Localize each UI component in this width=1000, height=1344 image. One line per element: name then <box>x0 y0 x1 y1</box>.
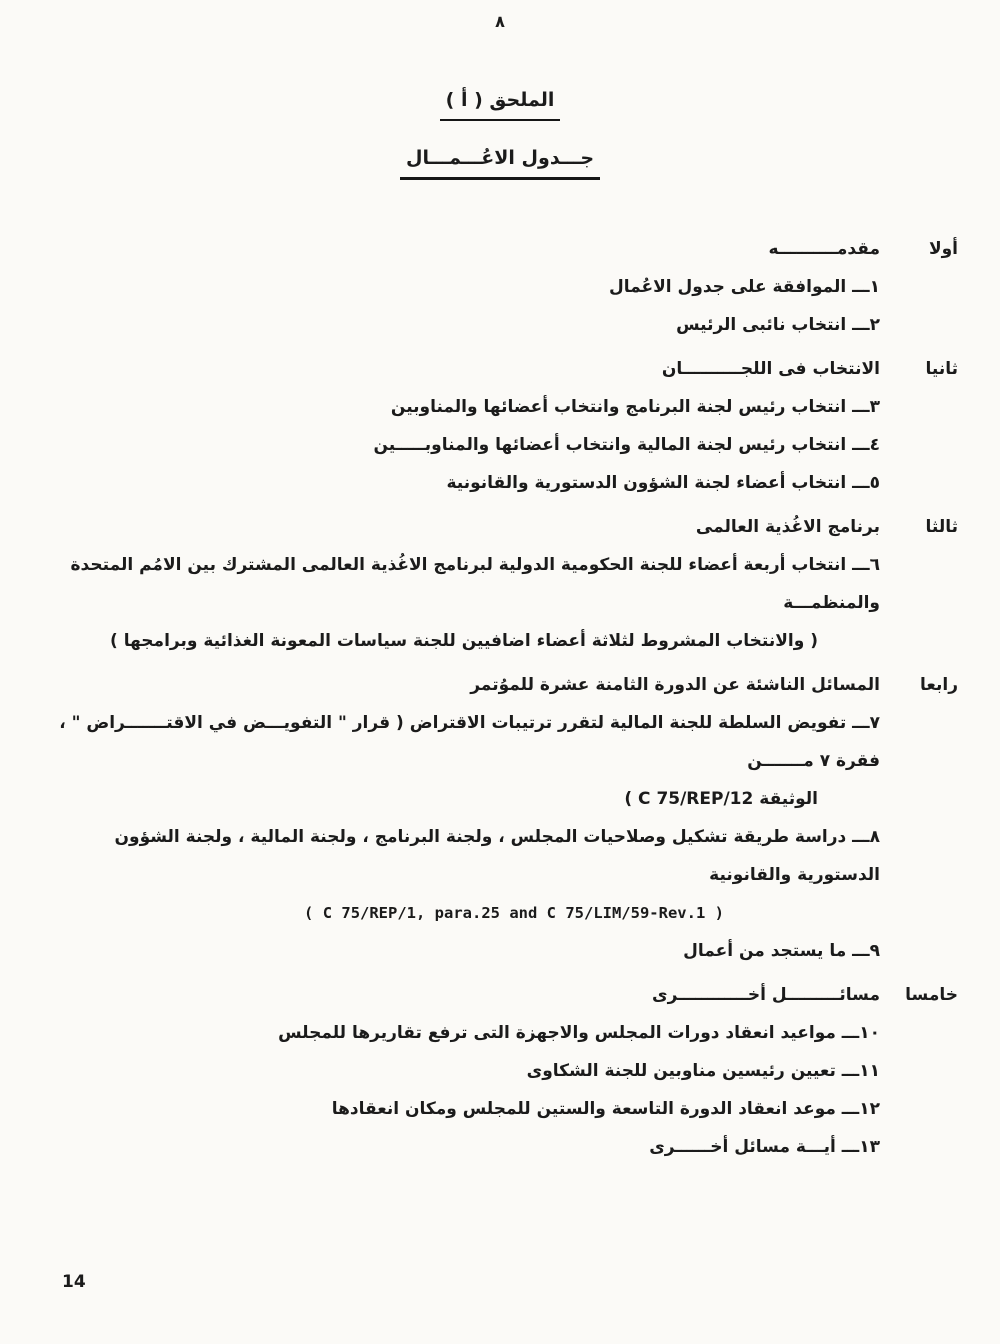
section-heading: مسائـــــــــل أخــــــــــــرى <box>652 985 880 1005</box>
agenda-item <box>28 932 880 970</box>
agenda-item <box>28 1014 880 1052</box>
section <box>28 976 958 1166</box>
agenda-item-line: ٧ـــ تفويض السلطة للجنة المالية لتقرر ترتيبات الاقتراض ( قرار " التفويـــض في الاقتـــــــراض " ، فقرة ٧ مـــــــن <box>59 713 880 771</box>
section <box>28 230 958 344</box>
agenda-title: جـــدول الاعُـــمـــال <box>400 147 600 180</box>
section-content <box>28 976 880 1166</box>
page-number-bottom: 14 <box>62 1272 86 1292</box>
section-content <box>28 350 880 502</box>
agenda-item <box>28 1090 880 1128</box>
agenda-item-line: ١٣ـــ أيـــة مسائل أخــــــرى <box>649 1137 880 1157</box>
title-block <box>0 89 1000 180</box>
section-label: أولا <box>928 239 958 259</box>
section <box>28 508 958 660</box>
agenda-item <box>28 306 880 344</box>
agenda-item-line: ٤ـــ انتخاب رئيس لجنة المالية وانتخاب أعضائها والمناوبـــــين <box>373 435 880 455</box>
section-label: خامسا <box>905 985 958 1005</box>
agenda-item <box>28 1128 880 1166</box>
section-content <box>28 508 880 660</box>
section-heading: برنامج الاغُذية العالمى <box>695 517 880 537</box>
section-heading: المسائل الناشئة عن الدورة الثامنة عشرة للموُتمر <box>470 675 880 695</box>
section <box>28 350 958 502</box>
section-heading: الانتخاب فى اللجــــــــــان <box>661 359 880 379</box>
agenda-item-line: ٢ـــ انتخاب نائبى الرئيس <box>676 315 880 335</box>
agenda-item-line: ٣ـــ انتخاب رئيس لجنة البرنامج وانتخاب أعضائها والمناوبين <box>390 397 880 417</box>
agenda-item-line: ١ـــ الموافقة على جدول الاعُمال <box>608 277 880 297</box>
agenda-item-line: ٨ـــ دراسة طريقة تشكيل وصلاحيات المجلس ، ولجنة البرنامج ، ولجنة المالية ، ولجنة الشؤون الدستورية والقانونية <box>114 827 880 885</box>
section-label: ثانيا <box>925 359 958 379</box>
agenda-item-line: الوثيقة C 75/REP/12 ) <box>624 789 818 809</box>
agenda-item-line: ( والانتخاب المشروط لثلاثة أعضاء اضافيين للجنة سياسات المعونة الغذائية وبرامجها ) <box>110 631 818 651</box>
annex-title-row <box>0 89 1000 121</box>
agenda-title-row <box>0 147 1000 180</box>
agenda-item <box>28 268 880 306</box>
agenda-item <box>28 546 880 660</box>
agenda-item-line: ١١ـــ تعيين رئيسين مناوبين للجنة الشكاوى <box>526 1061 880 1081</box>
agenda-item-line: ٥ـــ انتخاب أعضاء لجنة الشؤون الدستورية والقانونية <box>446 473 880 493</box>
agenda-item-line: ١٠ـــ مواعيد انعقاد دورات المجلس والاجهزة التى ترفع تقاريرها للمجلس <box>278 1023 880 1043</box>
agenda-item <box>28 704 880 818</box>
section-heading: مقدمــــــــــه <box>768 239 880 259</box>
section-content <box>28 666 880 970</box>
section <box>28 666 958 970</box>
sections <box>0 230 1000 1166</box>
agenda-item <box>28 1052 880 1090</box>
section-content <box>28 230 880 344</box>
agenda-item-line: ٩ـــ ما يستجد من أعمال <box>683 941 880 961</box>
agenda-item <box>28 464 880 502</box>
agenda-item <box>28 818 880 932</box>
annex-title: الملحق ( أ ) <box>440 89 561 121</box>
agenda-item <box>28 426 880 464</box>
agenda-item-line: ١٢ـــ موعد انعقاد الدورة التاسعة والستين للمجلس ومكان انعقادها <box>331 1099 880 1119</box>
section-label: ثالثا <box>925 517 958 537</box>
agenda-item-line: ٦ـــ انتخاب أربعة أعضاء للجنة الحكومية الدولية لبرنامج الاغُذية العالمى المشترك بين الامُم المتحدة والمنظمـــة <box>70 555 880 613</box>
page-number-top: ٨ <box>495 12 505 31</box>
agenda-item-line: ( C 75/REP/1, para.25 and C 75/LIM/59-Rev.1 ) <box>304 904 724 922</box>
agenda-item <box>28 388 880 426</box>
section-label: رابعا <box>920 675 958 695</box>
